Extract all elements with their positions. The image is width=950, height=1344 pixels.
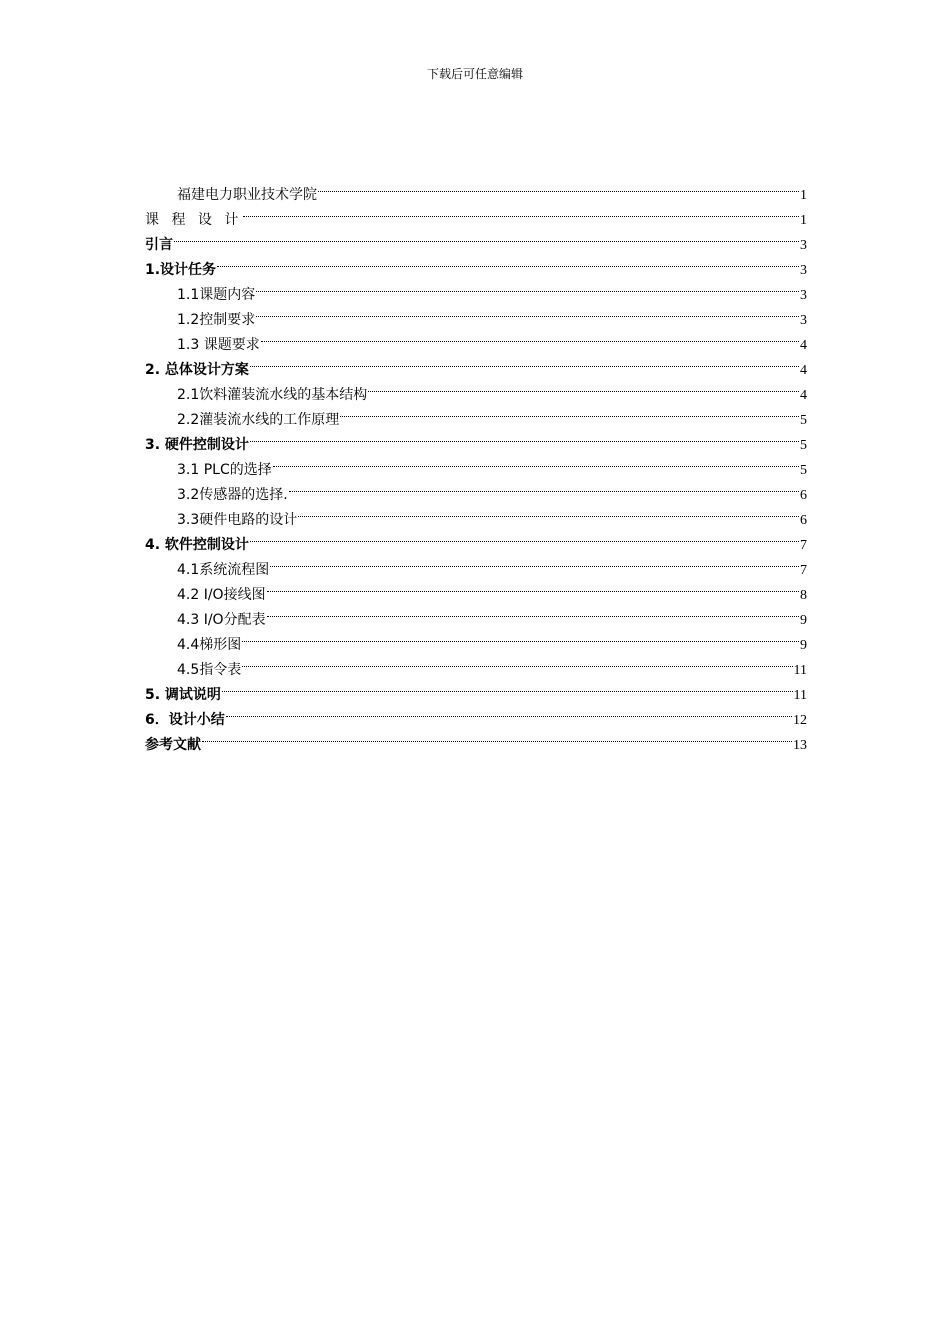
toc-entry-page: 3 <box>800 238 807 253</box>
toc-leader-dots <box>250 349 799 374</box>
toc-entry-section-5[interactable] <box>145 674 807 703</box>
toc-entry-page: 6 <box>800 513 807 528</box>
toc-leader-dots <box>267 599 799 624</box>
toc-entry-label: 1.1课题内容 <box>177 287 256 303</box>
toc-entry-course-design[interactable] <box>145 199 807 228</box>
toc-entry-label: 1.2控制要求 <box>177 312 256 328</box>
toc-entry-label: 课 程 设 计 <box>145 212 243 228</box>
toc-leader-dots <box>250 524 799 549</box>
toc-entry-page: 3 <box>800 313 807 328</box>
toc-leader-dots <box>250 424 799 449</box>
toc-leader-dots <box>270 549 799 574</box>
toc-entry-label: 4.5指令表 <box>177 662 242 678</box>
toc-entry-page: 6 <box>800 488 807 503</box>
toc-leader-dots <box>242 624 799 649</box>
toc-entry-label: 引言 <box>145 237 173 253</box>
toc-entry-page: 1 <box>800 188 807 203</box>
toc-entry-label: 4.3 I/O分配表 <box>177 612 266 628</box>
toc-entry-label: 3.2传感器的选择. <box>177 487 288 503</box>
toc-entry-label: 1.3 课题要求 <box>177 337 260 353</box>
toc-leader-dots <box>243 199 799 224</box>
toc-entry-page: 7 <box>800 538 807 553</box>
toc-entry-page: 4 <box>800 388 807 403</box>
toc-leader-dots <box>256 274 799 299</box>
toc-entry-label: 4.4梯形图 <box>177 637 242 653</box>
toc-entry-label: 2. 总体设计方案 <box>145 362 249 378</box>
toc-leader-dots <box>318 174 799 199</box>
toc-entry-page: 1 <box>800 213 807 228</box>
toc-leader-dots <box>256 299 799 324</box>
toc-leader-dots <box>340 399 799 424</box>
toc-entry-label: 参考文献 <box>145 737 201 753</box>
toc-entry-label: 4. 软件控制设计 <box>145 537 249 553</box>
toc-leader-dots <box>368 374 799 399</box>
toc-entry-section-1[interactable] <box>145 249 807 278</box>
toc-entry-page: 9 <box>800 613 807 628</box>
toc-entry-introduction[interactable] <box>145 224 807 253</box>
toc-leader-dots <box>289 474 799 499</box>
toc-entry-page: 8 <box>800 588 807 603</box>
header-note: 下载后可任意编辑 <box>426 67 523 81</box>
toc-leader-dots <box>298 499 799 524</box>
toc-entry-section-4-5[interactable] <box>145 649 807 678</box>
toc-leader-dots <box>202 724 792 749</box>
table-of-contents <box>145 174 807 753</box>
toc-entry-page: 11 <box>793 688 807 703</box>
toc-entry-section-1-1[interactable] <box>145 274 807 303</box>
toc-entry-section-4-4[interactable] <box>145 624 807 653</box>
toc-entry-label: 4.2 I/O接线图 <box>177 587 266 603</box>
toc-entry-page: 4 <box>800 338 807 353</box>
toc-leader-dots <box>242 649 792 674</box>
toc-entry-page: 5 <box>800 413 807 428</box>
toc-entry-label: 2.1饮料灌装流水线的基本结构 <box>177 387 368 403</box>
toc-entry-page: 12 <box>793 713 807 728</box>
toc-entry-label: 3. 硬件控制设计 <box>145 437 249 453</box>
toc-entry-page: 7 <box>800 563 807 578</box>
toc-entry-page: 3 <box>800 288 807 303</box>
toc-entry-page: 11 <box>793 663 807 678</box>
toc-entry-school[interactable] <box>145 174 807 203</box>
toc-leader-dots <box>261 324 799 349</box>
toc-entry-label: 5. 调试说明 <box>145 687 221 703</box>
toc-entry-page: 9 <box>800 638 807 653</box>
toc-entry-label: 福建电力职业技术学院 <box>177 187 317 203</box>
toc-leader-dots <box>222 674 793 699</box>
toc-leader-dots <box>273 449 799 474</box>
toc-leader-dots <box>267 574 799 599</box>
toc-entry-page: 13 <box>793 738 807 753</box>
toc-entry-label: 3.3硬件电路的设计 <box>177 512 298 528</box>
toc-entry-page: 3 <box>800 263 807 278</box>
toc-entry-label: 1.设计任务 <box>145 262 217 278</box>
toc-entry-section-6[interactable] <box>145 699 807 728</box>
toc-entry-label: 6．设计小结 <box>145 712 225 728</box>
toc-entry-label: 4.1系统流程图 <box>177 562 270 578</box>
toc-entry-page: 5 <box>800 438 807 453</box>
toc-entry-label: 3.1 PLC的选择 <box>177 462 272 478</box>
toc-leader-dots <box>226 699 792 724</box>
toc-entry-label: 2.2灌装流水线的工作原理 <box>177 412 340 428</box>
toc-entry-references[interactable] <box>145 724 807 753</box>
toc-entry-page: 4 <box>800 363 807 378</box>
toc-leader-dots <box>217 249 799 274</box>
toc-leader-dots <box>174 224 799 249</box>
toc-entry-page: 5 <box>800 463 807 478</box>
